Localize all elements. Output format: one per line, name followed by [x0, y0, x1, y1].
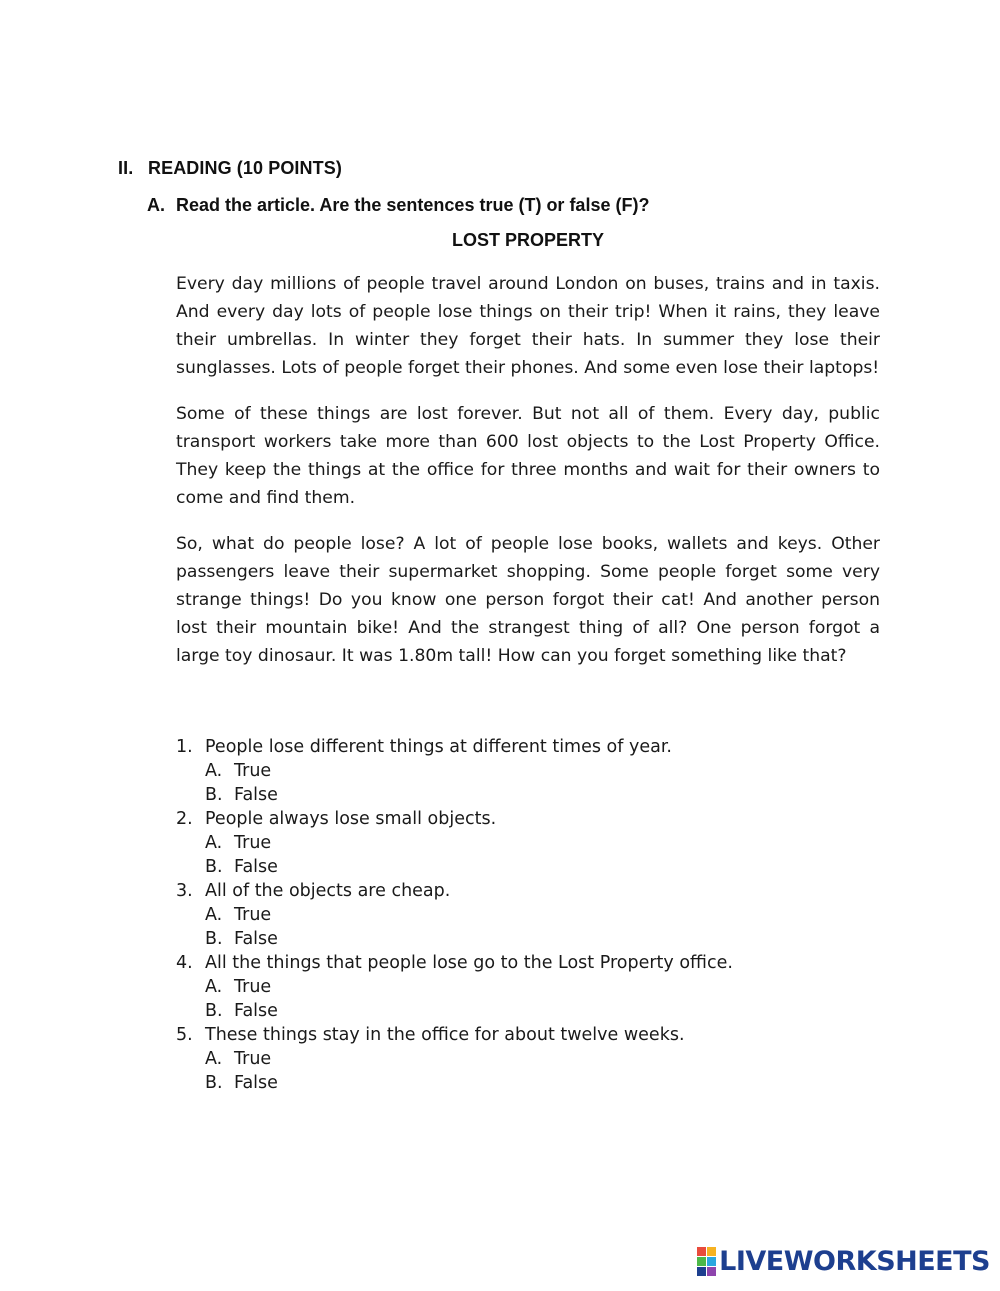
option-label: True — [234, 761, 272, 781]
question-text: These things stay in the office for about twelve weeks. — [205, 1025, 685, 1045]
subsection-instruction: Read the article. Are the sentences true (T) or false (F)? — [176, 195, 650, 215]
option-letter: A. — [205, 761, 223, 781]
option-letter: B. — [205, 857, 223, 877]
option-letter: A. — [205, 905, 223, 925]
answer-option-true[interactable] — [205, 903, 896, 927]
question-item — [176, 951, 896, 1023]
question-item — [176, 879, 896, 951]
option-letter: B. — [205, 1073, 223, 1093]
answer-option-false[interactable] — [205, 1071, 896, 1095]
option-letter: A. — [205, 977, 223, 997]
logo-blocks-icon — [697, 1247, 716, 1276]
answer-option-false[interactable] — [205, 783, 896, 807]
option-letter: B. — [205, 1001, 223, 1021]
question-text: People lose different things at different times of year. — [205, 737, 672, 757]
question-list — [176, 735, 896, 1095]
article-body — [176, 270, 880, 688]
answer-option-true[interactable] — [205, 759, 896, 783]
article-paragraph: Every day millions of people travel around London on buses, trains and in taxis. And every day lots of people lose things on their trip! When it rains, they leave their umbrellas. In winter they forget their hats. In summer they lose their sunglasses. Lots of people forget their phones. And some even lose their laptops! — [176, 274, 880, 378]
answer-option-false[interactable] — [205, 855, 896, 879]
answer-option-true[interactable] — [205, 1047, 896, 1071]
option-label: False — [234, 929, 278, 949]
option-label: True — [234, 1049, 272, 1069]
logo-block — [707, 1257, 716, 1266]
question-number: 4. — [176, 953, 193, 973]
article-paragraph: So, what do people lose? A lot of people lose books, wallets and keys. Other passengers leave their supermarket shopping. Some people forget some very strange things! Do you know one person forgot their cat! And another person lost their mountain bike! And the strangest thing of all? One person forgot a large toy dinosaur. It was 1.80m tall! How can you forget something like that? — [176, 534, 880, 666]
article-title: LOST PROPERTY — [451, 230, 604, 250]
option-label: False — [234, 785, 278, 805]
question-text: All the things that people lose go to the Lost Property office. — [205, 953, 733, 973]
question-item — [176, 807, 896, 879]
question-number: 2. — [176, 809, 193, 829]
logo-text: LIVEWORKSHEETS — [719, 1246, 990, 1277]
option-label: True — [234, 905, 272, 925]
option-letter: A. — [205, 1049, 223, 1069]
logo-block — [707, 1267, 716, 1276]
question-number: 1. — [176, 737, 193, 757]
answer-option-false[interactable] — [205, 927, 896, 951]
question-number: 3. — [176, 881, 193, 901]
question-item — [176, 1023, 896, 1095]
option-label: True — [234, 833, 272, 853]
section-number: II. — [118, 158, 134, 178]
option-letter: A. — [205, 833, 223, 853]
option-label: False — [234, 857, 278, 877]
logo-block — [697, 1247, 706, 1256]
option-label: False — [234, 1073, 278, 1093]
question-item — [176, 735, 896, 807]
option-letter: B. — [205, 785, 223, 805]
option-letter: B. — [205, 929, 223, 949]
answer-option-true[interactable] — [205, 831, 896, 855]
logo-block — [697, 1257, 706, 1266]
question-text: All of the objects are cheap. — [205, 881, 451, 901]
option-label: True — [234, 977, 272, 997]
question-text: People always lose small objects. — [205, 809, 497, 829]
subsection-heading — [147, 195, 649, 216]
subsection-letter: A. — [147, 195, 165, 215]
section-heading — [118, 158, 342, 179]
answer-option-true[interactable] — [205, 975, 896, 999]
logo-block — [697, 1267, 706, 1276]
section-title: READING (10 POINTS) — [148, 158, 342, 178]
answer-option-false[interactable] — [205, 999, 896, 1023]
article-paragraph: Some of these things are lost forever. But not all of them. Every day, public transport workers take more than 600 lost objects to the Lost Property Office. They keep the things at the office for three months and wait for their owners to come and find them. — [176, 404, 880, 508]
question-number: 5. — [176, 1025, 193, 1045]
option-label: False — [234, 1001, 278, 1021]
liveworksheets-logo — [697, 1246, 990, 1277]
logo-block — [707, 1247, 716, 1256]
